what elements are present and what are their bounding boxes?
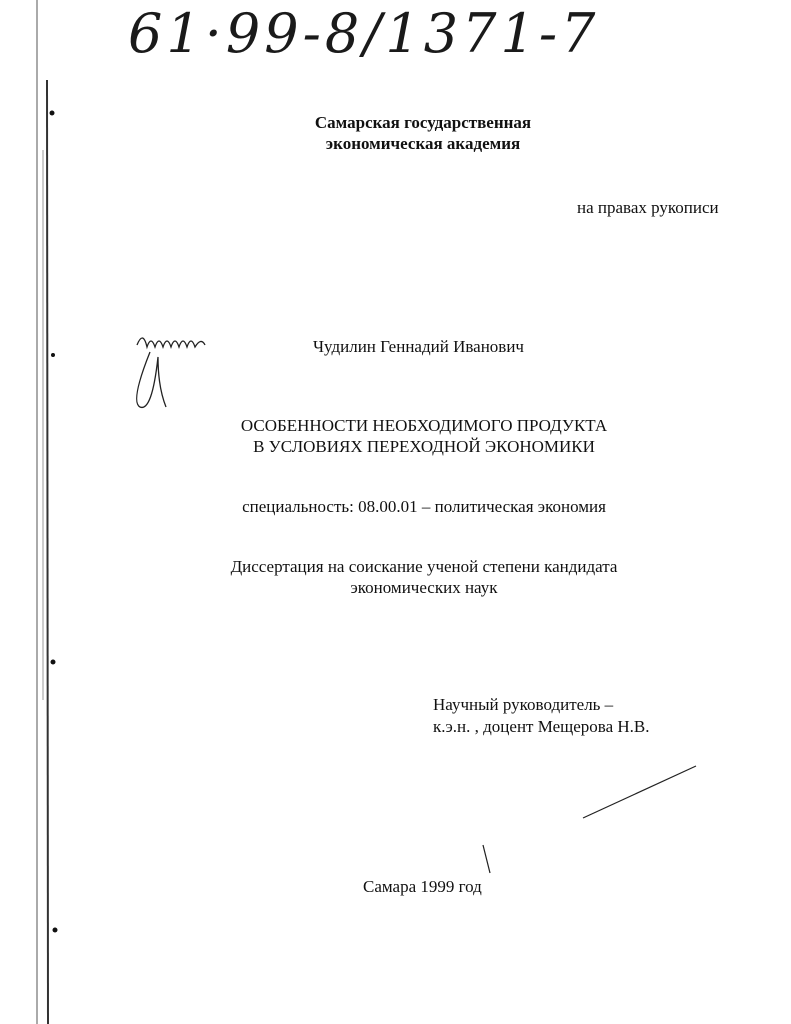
degree-line-2: экономических наук <box>350 578 498 597</box>
archive-number-handwritten: 61·99-8/1371-7 <box>128 2 600 65</box>
city-year: Самара 1999 год <box>363 877 482 896</box>
supervisor-line-2: к.э.н. , доцент Мещерова Н.В. <box>433 717 650 736</box>
scan-dot <box>51 660 56 665</box>
pen-stroke <box>483 845 490 873</box>
institution-line-2: экономическая академия <box>325 134 521 153</box>
scan-dot <box>53 928 58 933</box>
supervisor-line-1: Научный руководитель – <box>433 695 614 714</box>
degree-line-1: Диссертация на соискание ученой степени кандидата <box>230 557 618 576</box>
scan-margin-line <box>47 80 48 1024</box>
specialty: специальность: 08.00.01 – политическая экономия <box>242 497 606 516</box>
author-signature-icon <box>137 338 205 407</box>
scan-dot <box>51 353 55 357</box>
pen-stroke <box>583 766 696 818</box>
title-line-1: ОСОБЕННОСТИ НЕОБХОДИМОГО ПРОДУКТА <box>240 416 608 435</box>
scan-dot <box>50 111 55 116</box>
manuscript-note: на правах рукописи <box>577 198 719 217</box>
author-name: Чудилин Геннадий Иванович <box>313 337 524 356</box>
title-line-2: В УСЛОВИЯХ ПЕРЕХОДНОЙ ЭКОНОМИКИ <box>253 437 595 456</box>
institution-line-1: Самарская государственная <box>314 113 532 132</box>
